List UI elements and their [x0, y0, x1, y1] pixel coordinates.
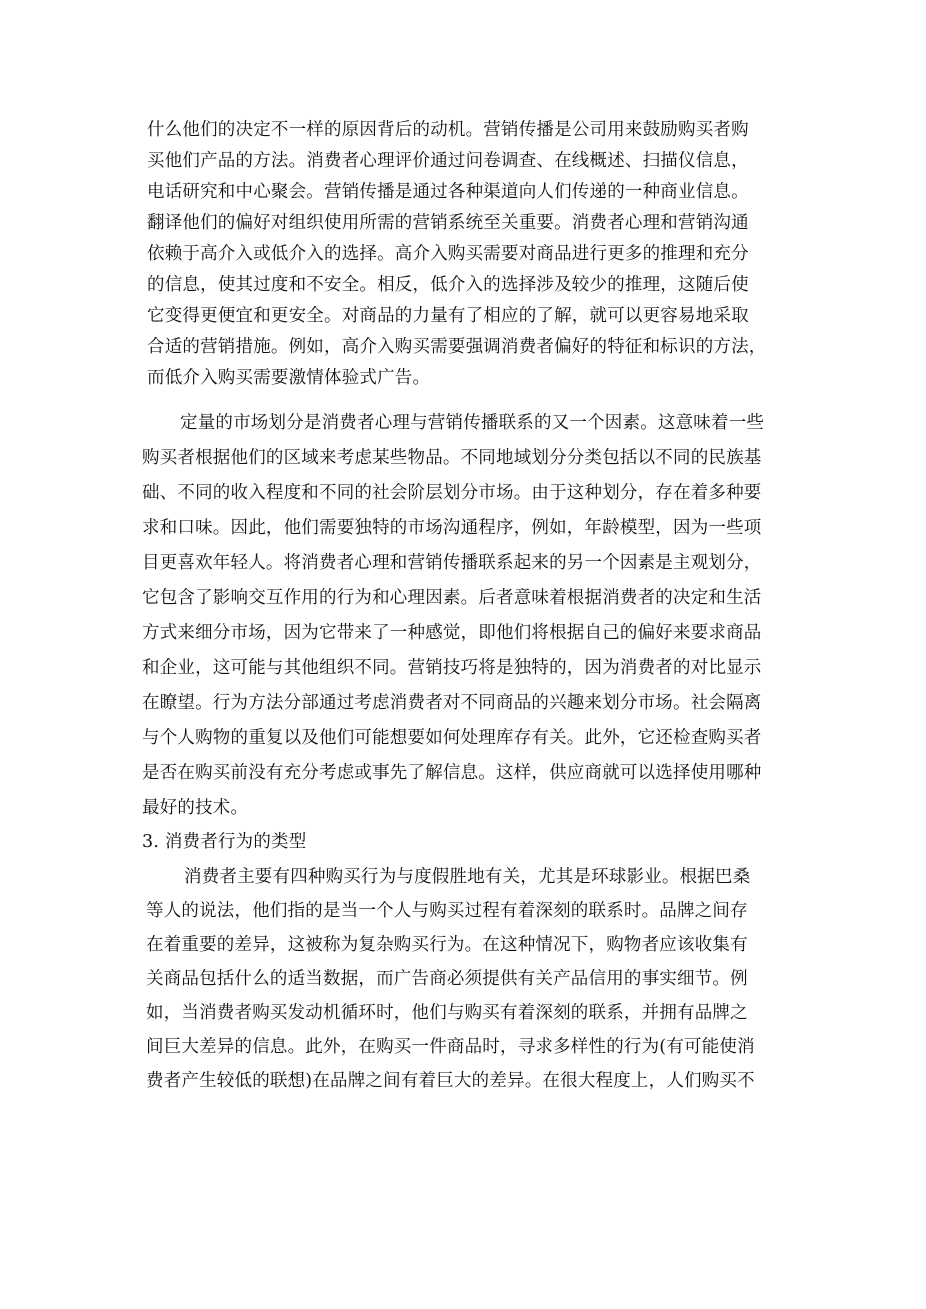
paragraph-3-line: 关商品包括什么的适当数据，而广告商必须提供有关产品信用的事实细节。例: [146, 969, 748, 989]
paragraph-2-line: 与个人购物的重复以及他们可能想要如何处理库存有关。此外，它还检查购买者: [142, 728, 762, 748]
paragraph-1-line: 而低介入购买需要激情体验式广告。: [147, 368, 431, 388]
paragraph-1-line: 买他们产品的方法。消费者心理评价通过问卷调查、在线概述、扫描仪信息，: [147, 151, 749, 171]
paragraph-1-line: 翻译他们的偏好对组织使用所需的营销系统至关重要。消费者心理和营销沟通: [147, 213, 749, 233]
paragraph-2-line: 和企业，这可能与其他组织不同。营销技巧将是独特的，因为消费者的对比显示: [142, 658, 762, 678]
paragraph-3-line: 费者产生较低的联想)在品牌之间有着巨大的差异。在很大程度上，人们购买不: [146, 1071, 755, 1091]
paragraph-3-line: 等人的说法，他们指的是当一个人与购买过程有着深刻的联系时。品牌之间存: [146, 901, 748, 921]
paragraph-1-line: 它变得更便宜和更安全。对商品的力量有了相应的了解，就可以更容易地采取: [147, 306, 749, 326]
paragraph-1-line: 合适的营销措施。例如，高介入购买需要强调消费者偏好的特征和标识的方法，: [147, 337, 767, 357]
paragraph-1-line: 依赖于高介入或低介入的选择。高介入购买需要对商品进行更多的推理和充分: [147, 244, 749, 264]
paragraph-2-line: 它包含了影响交互作用的行为和心理因素。后者意味着根据消费者的决定和生活: [142, 588, 762, 608]
paragraph-3-line: 如，当消费者购买发动机循环时，他们与购买有着深刻的联系，并拥有品牌之: [146, 1003, 748, 1023]
paragraph-2-line: 是否在购买前没有充分考虑或事先了解信息。这样，供应商就可以选择使用哪种: [142, 763, 762, 783]
paragraph-2-line: 目更喜欢年轻人。将消费者心理和营销传播联系起来的另一个因素是主观划分，: [142, 553, 762, 573]
section-heading: 3. 消费者行为的类型: [142, 832, 307, 852]
paragraph-2-line: 最好的技术。: [142, 798, 249, 818]
paragraph-1-line: 什么他们的决定不一样的原因背后的动机。营销传播是公司用来鼓励购买者购: [147, 120, 749, 140]
paragraph-2-line: 求和口味。因此，他们需要独特的市场沟通程序，例如，年龄模型，因为一些项: [142, 518, 762, 538]
paragraph-1-line: 电话研究和中心聚会。营销传播是通过各种渠道向人们传递的一种商业信息。: [147, 182, 749, 202]
paragraph-3-line: 消费者主要有四种购买行为与度假胜地有关，尤其是环球影业。根据巴桑: [184, 867, 751, 887]
paragraph-3-line: 间巨大差异的信息。此外，在购买一件商品时，寻求多样性的行为(有可能使消: [146, 1037, 755, 1057]
paragraph-1-line: 的信息，使其过度和不安全。相反，低介入的选择涉及较少的推理，这随后使: [147, 275, 749, 295]
paragraph-3-line: 在着重要的差异，这被称为复杂购买行为。在这种情况下，购物者应该收集有: [146, 935, 748, 955]
paragraph-2-line: 购买者根据他们的区域来考虑某些物品。不同地域划分分类包括以不同的民族基: [142, 448, 762, 468]
paragraph-2-line: 方式来细分市场，因为它带来了一种感觉，即他们将根据自己的偏好来要求商品: [142, 623, 762, 643]
paragraph-2-line: 定量的市场划分是消费者心理与营销传播联系的又一个因素。这意味着一些: [180, 413, 765, 433]
paragraph-2-line: 础、不同的收入程度和不同的社会阶层划分市场。由于这种划分，存在着多种要: [142, 483, 762, 503]
paragraph-2-line: 在瞭望。行为方法分部通过考虑消费者对不同商品的兴趣来划分市场。社会隔离: [142, 693, 762, 713]
